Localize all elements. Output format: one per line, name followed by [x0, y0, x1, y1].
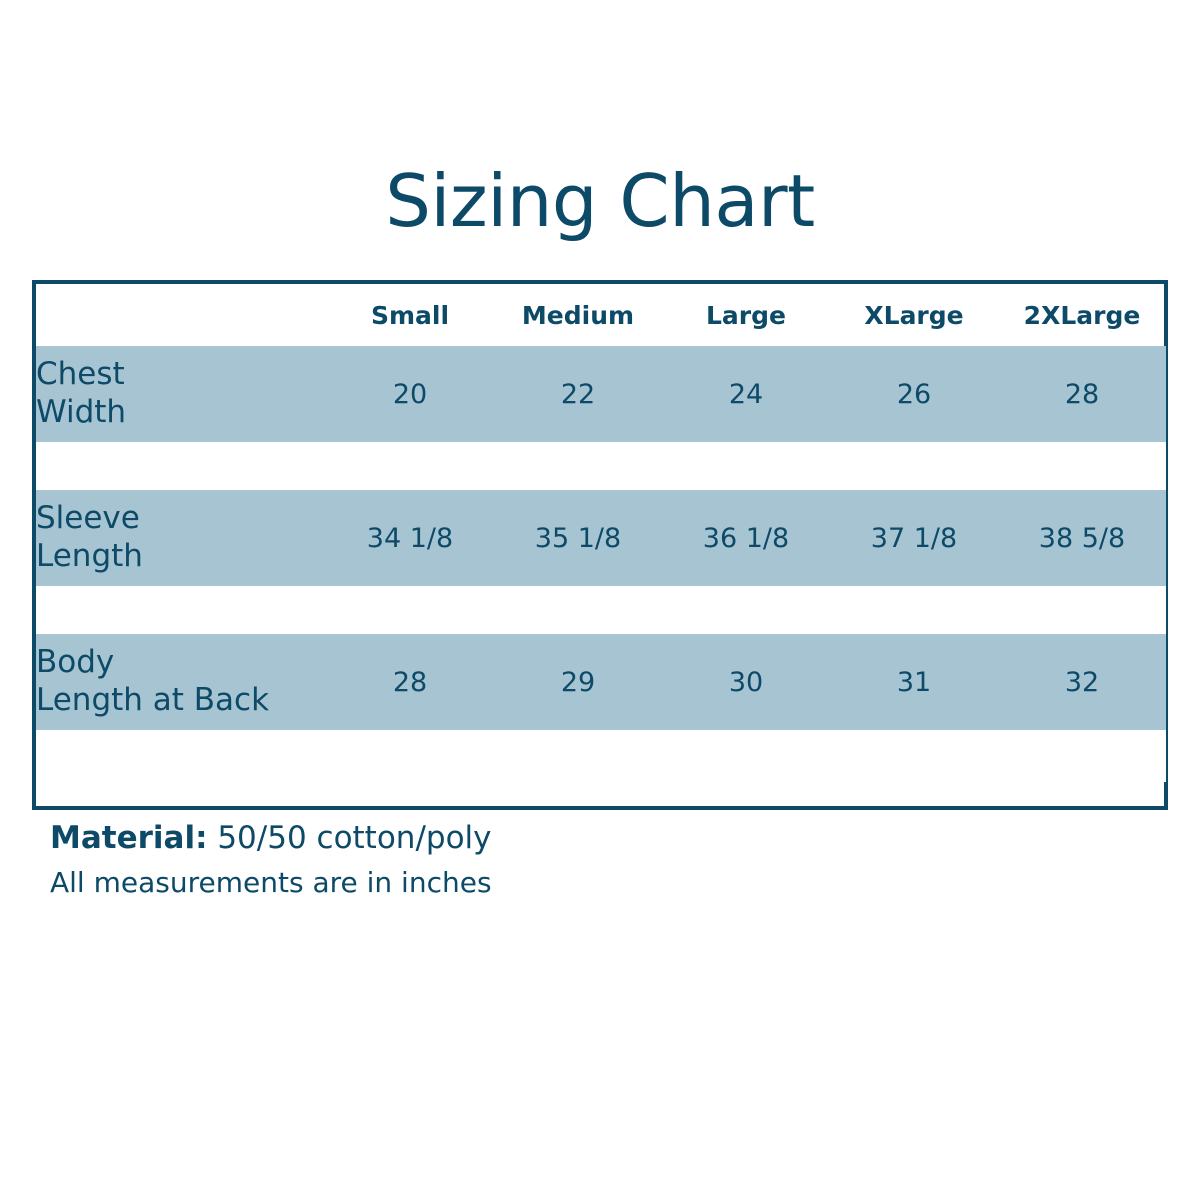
row-divider-cell: [998, 442, 1166, 490]
cell-body-length-xlarge: 31: [830, 634, 998, 730]
row-divider-cell: [36, 586, 326, 634]
cell-body-length-medium: 29: [494, 634, 662, 730]
row-divider-cell: [662, 586, 830, 634]
row-label-line: Width: [36, 394, 127, 430]
cell-body-length-small: 28: [326, 634, 494, 730]
row-label-body-length-at-back: [36, 634, 326, 730]
row-divider-cell: [494, 442, 662, 490]
material-value: 50/50 cotton/poly: [217, 820, 492, 856]
row-divider-cell: [830, 730, 998, 782]
row-divider-cell: [830, 442, 998, 490]
table-row: [36, 634, 1166, 730]
sizing-table-container: [32, 280, 1168, 810]
row-divider-cell: [998, 586, 1166, 634]
row-divider: [36, 586, 1166, 634]
table-body: [36, 346, 1166, 782]
row-label-line: Chest: [36, 356, 125, 393]
column-header-small: Small: [370, 300, 450, 330]
row-divider-cell: [326, 442, 494, 490]
row-label-line: Length at Back: [36, 682, 270, 718]
sizing-table: [36, 284, 1166, 782]
material-label: Material:: [50, 820, 208, 856]
table-row: [36, 490, 1166, 586]
cell-body-length-2xlarge: 32: [998, 634, 1166, 730]
row-divider-cell: [326, 730, 494, 782]
footer-notes: [50, 818, 1150, 902]
cell-chest-width-xlarge: 26: [830, 346, 998, 442]
table-header: [36, 284, 1166, 346]
row-divider-cell: [998, 730, 1166, 782]
material-line: [50, 818, 1150, 860]
column-header-xlarge: XLarge: [864, 300, 964, 330]
row-divider-cell: [494, 730, 662, 782]
row-label-sleeve-length: [36, 490, 326, 586]
table-row: [36, 346, 1166, 442]
cell-sleeve-length-medium: 35 1/8: [494, 490, 662, 586]
row-divider-cell: [36, 442, 326, 490]
measurement-note: All measurements are in inches: [50, 865, 492, 899]
column-header-large: Large: [706, 300, 786, 330]
row-divider-cell: [36, 730, 326, 782]
row-label-line: Length: [36, 538, 143, 574]
cell-sleeve-length-xlarge: 37 1/8: [830, 490, 998, 586]
row-divider: [36, 442, 1166, 490]
row-divider-cell: [662, 730, 830, 782]
row-divider-cell: [662, 442, 830, 490]
header-row: [36, 284, 1166, 346]
cell-sleeve-length-small: 34 1/8: [326, 490, 494, 586]
cell-chest-width-medium: 22: [494, 346, 662, 442]
row-label-line: Sleeve: [36, 500, 140, 537]
cell-sleeve-length-2xlarge: 38 5/8: [998, 490, 1166, 586]
cell-chest-width-small: 20: [326, 346, 494, 442]
column-header-2xlarge: 2XLarge: [1023, 300, 1141, 330]
cell-body-length-large: 30: [662, 634, 830, 730]
row-divider-cell: [494, 586, 662, 634]
page-title: Sizing Chart: [385, 159, 815, 243]
column-header-medium: Medium: [521, 300, 635, 330]
cell-chest-width-2xlarge: 28: [998, 346, 1166, 442]
cell-sleeve-length-large: 36 1/8: [662, 490, 830, 586]
row-divider: [36, 730, 1166, 782]
row-divider-cell: [830, 586, 998, 634]
row-divider-cell: [326, 586, 494, 634]
row-label-line: Body: [36, 644, 115, 681]
header-corner: [36, 284, 326, 346]
row-label-chest-width: [36, 346, 326, 442]
cell-chest-width-large: 24: [662, 346, 830, 442]
